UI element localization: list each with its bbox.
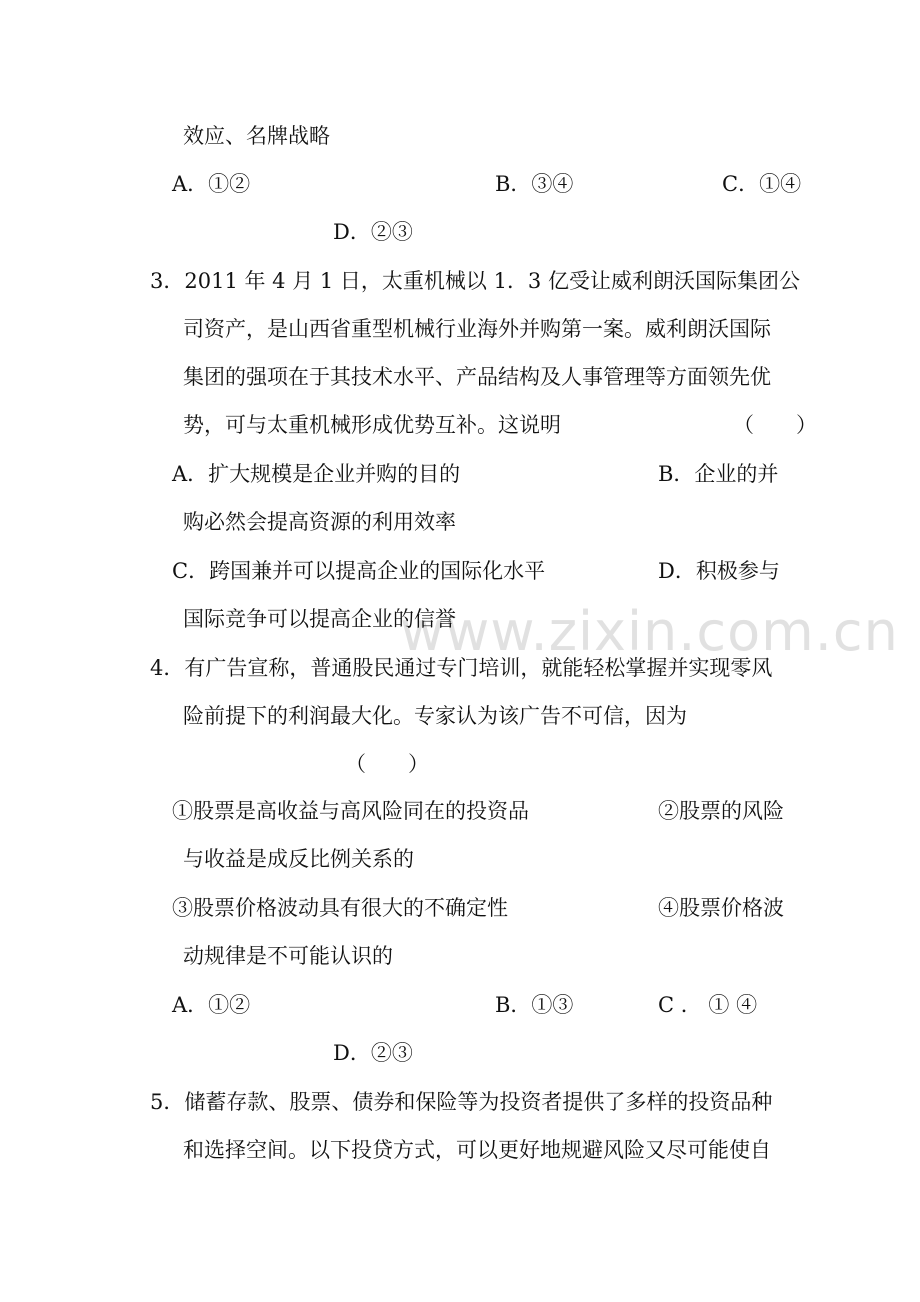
q4-item-4-start: ④股票价格波 xyxy=(658,896,784,920)
q3-option-a: A．扩大规模是企业并购的目的 xyxy=(172,462,461,486)
q3-option-c: C．跨国兼并可以提高企业的国际化水平 xyxy=(172,559,546,583)
q3-stem-line-4: 势，可与太重机械形成优势互补。这说明 xyxy=(183,413,561,437)
q4-option-a: A．①② xyxy=(172,993,251,1017)
q4-item-3: ③股票价格波动具有很大的不确定性 xyxy=(172,896,508,920)
q2-option-a: A．①② xyxy=(172,172,251,196)
q3-stem-line-2: 司资产，是山西省重型机械行业海外并购第一案。威利朗沃国际 xyxy=(183,317,771,341)
q4-item-2-continuation: 与收益是成反比例关系的 xyxy=(183,847,414,871)
q4-option-b: B．①③ xyxy=(495,993,574,1017)
q5-stem-line-2: 和选择空间。以下投贷方式，可以更好地规避风险又尽可能使自 xyxy=(183,1138,771,1162)
q4-option-c: C ． ① ④ xyxy=(658,993,758,1017)
q4-item-4-continuation: 动规律是不可能认识的 xyxy=(183,944,393,968)
q4-stem-line-2: 险前提下的利润最大化。专家认为该广告不可信，因为 xyxy=(183,704,687,728)
q4-stem-line-1: 4．有广告宣称，普通股民通过专门培训，就能轻松掌握并实现零风 xyxy=(150,656,773,680)
q2-option-c: C．①④ xyxy=(722,172,802,196)
q2-text-continuation: 效应、名牌战略 xyxy=(183,124,330,148)
q3-stem-line-1: 3．2011 年 4 月 1 日，太重机械以 1．3 亿受让威利朗沃国际集团公 xyxy=(150,269,800,293)
q3-option-d-continuation: 国际竞争可以提高企业的信誉 xyxy=(183,607,456,631)
q3-option-b-continuation: 购必然会提高资源的利用效率 xyxy=(183,510,456,534)
q4-answer-paren: （ ） xyxy=(345,752,429,776)
q3-stem-line-3: 集团的强项在于其技术水平、产品结构及人事管理等方面领先优 xyxy=(183,365,771,389)
q4-option-d: D．②③ xyxy=(333,1041,413,1065)
q3-answer-paren: （ ） xyxy=(733,413,817,437)
q2-option-d: D．②③ xyxy=(333,220,413,244)
q3-option-d-start: D．积极参与 xyxy=(658,559,780,583)
q2-option-b: B．③④ xyxy=(495,172,574,196)
q5-stem-line-1: 5．储蓄存款、股票、债券和保险等为投资者提供了多样的投资品种 xyxy=(150,1090,773,1114)
watermark: www.zixin.com.cn xyxy=(400,600,899,663)
q3-option-b-start: B．企业的并 xyxy=(658,462,779,486)
q4-item-2-start: ②股票的风险 xyxy=(658,799,784,823)
q4-item-1: ①股票是高收益与高风险同在的投资品 xyxy=(172,799,529,823)
